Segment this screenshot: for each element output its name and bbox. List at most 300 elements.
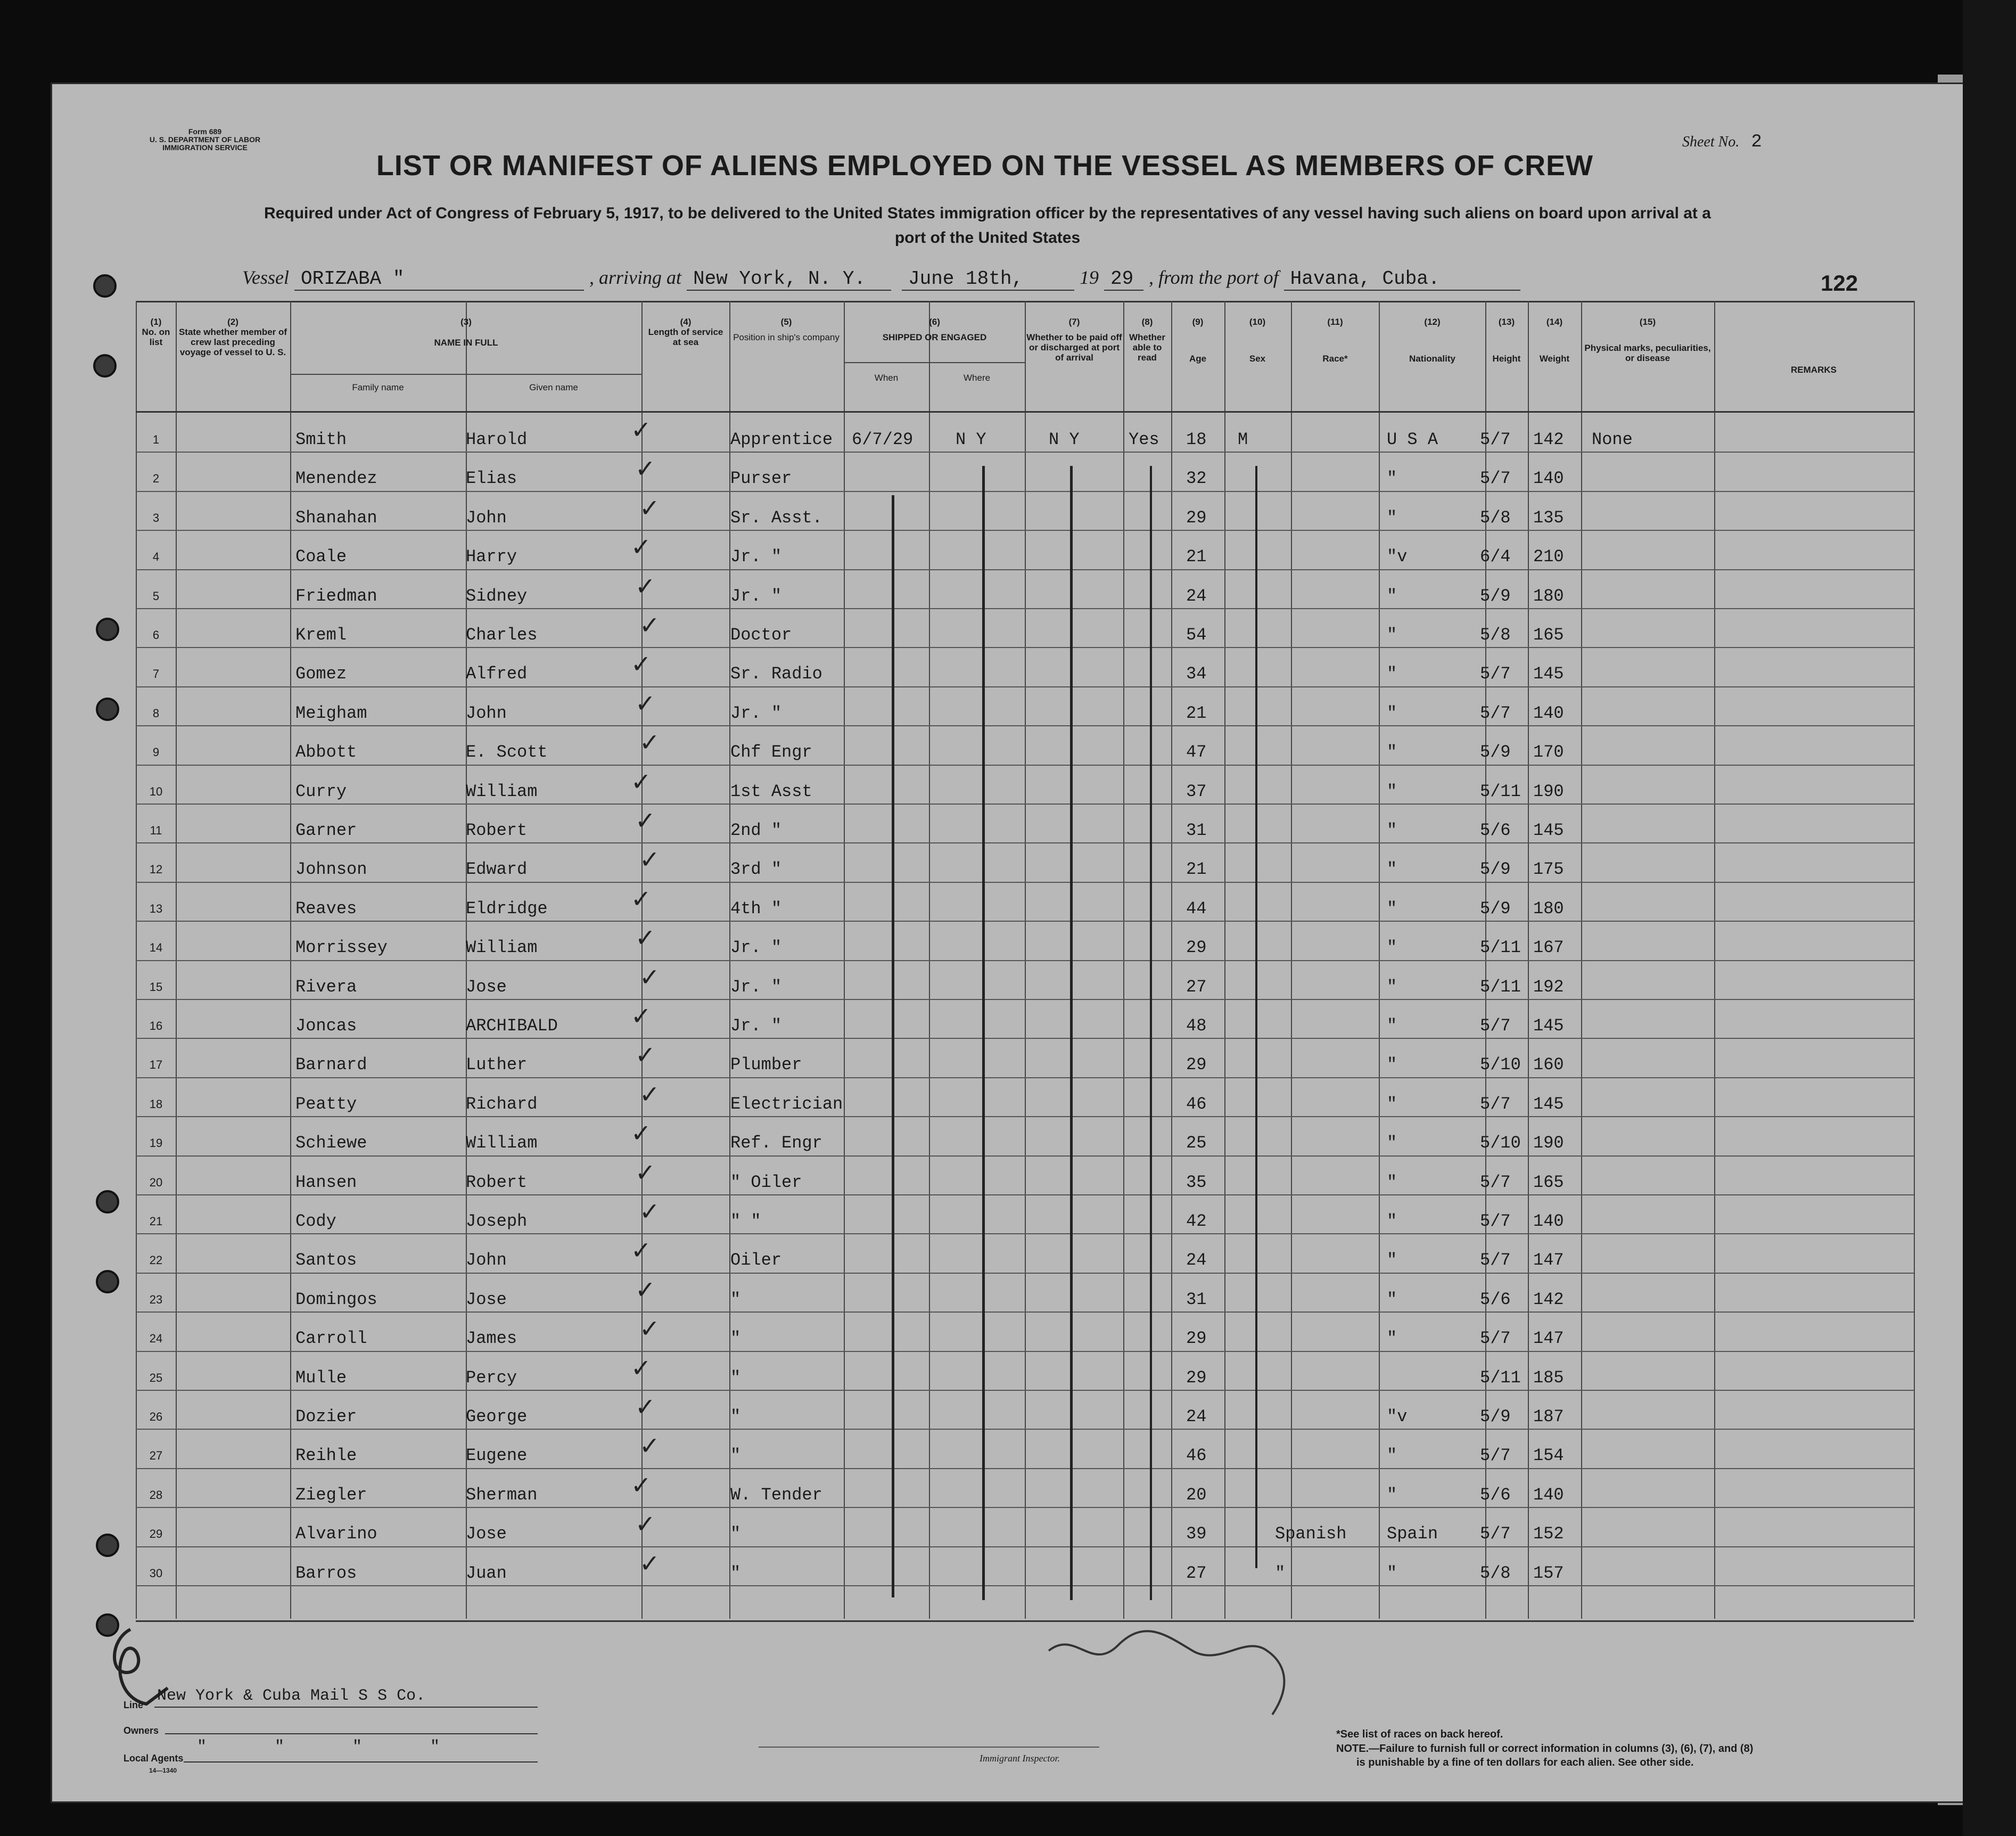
service-check-mark: ✓ bbox=[635, 454, 656, 483]
given-name: Jose bbox=[466, 1524, 507, 1544]
nationality: " bbox=[1387, 1563, 1397, 1583]
height: 5/9 bbox=[1480, 899, 1511, 919]
given-name: Elias bbox=[466, 469, 517, 488]
ditto-stroke-where bbox=[982, 466, 985, 1600]
given-name: William bbox=[466, 1133, 538, 1153]
service-check-mark: ✓ bbox=[639, 1197, 660, 1226]
row-number: 22 bbox=[149, 1253, 163, 1267]
row-number: 11 bbox=[150, 824, 162, 837]
given-name: Eugene bbox=[466, 1446, 528, 1465]
row-number: 28 bbox=[149, 1488, 163, 1502]
family-name: Barnard bbox=[295, 1055, 367, 1075]
weight: 135 bbox=[1533, 508, 1564, 528]
service-check-mark: ✓ bbox=[631, 650, 652, 678]
service-check-mark: ✓ bbox=[631, 767, 652, 796]
nationality: " bbox=[1387, 1016, 1397, 1036]
weight: 140 bbox=[1533, 1485, 1564, 1505]
page-title: LIST OR MANIFEST OF ALIENS EMPLOYED ON THE VESSEL AS MEMBERS OF CREW bbox=[376, 150, 1594, 182]
col-12-header: (12) Nationality bbox=[1409, 317, 1455, 364]
family-name-header: Family name bbox=[352, 382, 404, 392]
position: 2nd " bbox=[730, 821, 782, 840]
family-name: Barros bbox=[295, 1563, 357, 1583]
position: Doctor bbox=[730, 625, 792, 645]
row-number: 18 bbox=[149, 1097, 163, 1111]
subtitle-line-2: port of the United States bbox=[894, 229, 1081, 247]
height: 5/7 bbox=[1480, 1094, 1511, 1114]
nationality: " bbox=[1387, 1211, 1397, 1231]
row-number: 1 bbox=[152, 433, 160, 446]
height: 5/9 bbox=[1480, 586, 1511, 606]
row-rule bbox=[136, 999, 1914, 1000]
row-number: 24 bbox=[149, 1332, 163, 1345]
height: 5/7 bbox=[1480, 1446, 1511, 1465]
page-number: 122 bbox=[1821, 271, 1858, 296]
age: 31 bbox=[1186, 821, 1207, 840]
age: 46 bbox=[1186, 1446, 1207, 1465]
row-rule bbox=[136, 1546, 1914, 1547]
page-subtitle bbox=[122, 201, 1853, 250]
row-rule bbox=[136, 1038, 1914, 1039]
age: 29 bbox=[1186, 1329, 1207, 1348]
given-name: Luther bbox=[466, 1055, 528, 1075]
age: 20 bbox=[1186, 1485, 1207, 1505]
service-check-mark: ✓ bbox=[635, 1040, 656, 1069]
given-name: Eldridge bbox=[466, 899, 548, 919]
given-name: Edward bbox=[466, 859, 528, 879]
row-rule bbox=[136, 1155, 1914, 1157]
position: W. Tender bbox=[730, 1485, 822, 1505]
penalty-note-1: NOTE.—Failure to furnish full or correct information in columns (3), (6), (7), and (8) bbox=[1336, 1743, 1754, 1755]
row-number: 19 bbox=[149, 1136, 163, 1150]
height: 5/11 bbox=[1480, 1368, 1521, 1388]
race: Spanish bbox=[1275, 1524, 1347, 1544]
departure-port: Havana, Cuba. bbox=[1284, 268, 1520, 291]
row-rule bbox=[136, 1273, 1914, 1274]
given-name: Juan bbox=[466, 1563, 507, 1583]
family-name: Shanahan bbox=[295, 508, 377, 528]
weight: 165 bbox=[1533, 625, 1564, 645]
line-underline bbox=[154, 1707, 538, 1708]
nationality: " bbox=[1387, 1055, 1397, 1075]
age: 25 bbox=[1186, 1133, 1207, 1153]
weight: 175 bbox=[1533, 859, 1564, 879]
weight: 145 bbox=[1533, 1094, 1564, 1114]
given-name: Jose bbox=[466, 977, 507, 997]
form-code: 14—1340 bbox=[149, 1767, 177, 1774]
position: Jr. " bbox=[730, 977, 782, 997]
weight: 145 bbox=[1533, 821, 1564, 840]
given-name: Percy bbox=[466, 1368, 517, 1388]
age: 21 bbox=[1186, 703, 1207, 723]
family-name: Menendez bbox=[295, 469, 377, 488]
family-name: Dozier bbox=[295, 1407, 357, 1427]
service-check-mark: ✓ bbox=[631, 1471, 652, 1499]
family-name: Carroll bbox=[295, 1329, 367, 1348]
position: Apprentice bbox=[730, 430, 833, 449]
age: 35 bbox=[1186, 1173, 1207, 1192]
arrival-date: June 18th, bbox=[902, 268, 1074, 291]
from-label: , from the port of bbox=[1149, 267, 1279, 288]
row-number: 17 bbox=[149, 1058, 163, 1071]
age: 24 bbox=[1186, 1250, 1207, 1270]
able-to-read: Yes bbox=[1129, 430, 1159, 449]
service-check-mark: ✓ bbox=[635, 572, 656, 601]
age: 54 bbox=[1186, 625, 1207, 645]
height: 5/9 bbox=[1480, 859, 1511, 879]
given-name: John bbox=[466, 703, 507, 723]
age: 21 bbox=[1186, 547, 1207, 567]
family-name: Hansen bbox=[295, 1173, 357, 1192]
service-check-mark: ✓ bbox=[631, 532, 652, 561]
service-check-mark: ✓ bbox=[639, 1431, 660, 1460]
row-rule bbox=[136, 804, 1914, 805]
position: " " bbox=[730, 1211, 761, 1231]
sheet-label: Sheet No. bbox=[1682, 134, 1740, 150]
age: 29 bbox=[1186, 1368, 1207, 1388]
where-header: Where bbox=[963, 373, 991, 383]
agents-label: Local Agents bbox=[124, 1753, 184, 1764]
shipped-when: 6/7/29 bbox=[852, 430, 914, 449]
weight: 167 bbox=[1533, 938, 1564, 957]
scan-edge bbox=[1963, 0, 2016, 1836]
nationality: " bbox=[1387, 1250, 1397, 1270]
height: 5/7 bbox=[1480, 430, 1511, 449]
row-number: 5 bbox=[152, 589, 160, 603]
height: 5/8 bbox=[1480, 625, 1511, 645]
service-check-mark: ✓ bbox=[635, 689, 656, 718]
owners-underline bbox=[165, 1733, 538, 1734]
service-check-mark: ✓ bbox=[639, 1549, 660, 1578]
position: 3rd " bbox=[730, 859, 782, 879]
given-name: Robert bbox=[466, 821, 528, 840]
height: 5/10 bbox=[1480, 1055, 1521, 1075]
col-5-header: (5) Position in ship's company bbox=[733, 317, 840, 342]
weight: 152 bbox=[1533, 1524, 1564, 1544]
family-name: Santos bbox=[295, 1250, 357, 1270]
age: 37 bbox=[1186, 782, 1207, 801]
given-name: Robert bbox=[466, 1173, 528, 1192]
nationality: " bbox=[1387, 586, 1397, 606]
row-rule bbox=[136, 608, 1914, 609]
height: 5/6 bbox=[1480, 1485, 1511, 1505]
service-check-mark: ✓ bbox=[631, 884, 652, 913]
agents-underline bbox=[184, 1761, 538, 1763]
family-name: Reaves bbox=[295, 899, 357, 919]
row-number: 3 bbox=[152, 511, 160, 524]
row-number: 4 bbox=[152, 550, 160, 563]
row-number: 12 bbox=[149, 863, 163, 876]
nationality: "v bbox=[1387, 547, 1408, 567]
position: " bbox=[730, 1368, 741, 1388]
position: Sr. Radio bbox=[730, 664, 822, 684]
row-rule bbox=[136, 569, 1914, 570]
weight: 140 bbox=[1533, 469, 1564, 488]
row-number: 27 bbox=[149, 1449, 163, 1462]
weight: 142 bbox=[1533, 1290, 1564, 1309]
col-14-header: (14) Weight bbox=[1539, 317, 1570, 364]
family-name: Alvarino bbox=[295, 1524, 377, 1544]
family-name: Kreml bbox=[295, 625, 347, 645]
nationality: " bbox=[1387, 821, 1397, 840]
nationality: " bbox=[1387, 742, 1397, 762]
position: " bbox=[730, 1524, 741, 1544]
service-check-mark: ✓ bbox=[631, 1002, 652, 1030]
family-name: Garner bbox=[295, 821, 357, 840]
col-11-header: (11) Race* bbox=[1322, 317, 1348, 364]
row-number: 29 bbox=[149, 1527, 163, 1540]
row-rule bbox=[136, 452, 1914, 453]
voyage-line bbox=[242, 266, 1526, 291]
given-name: Sherman bbox=[466, 1485, 538, 1505]
age: 29 bbox=[1186, 938, 1207, 957]
row-rule bbox=[136, 686, 1914, 687]
row-rule bbox=[136, 491, 1914, 492]
position: Purser bbox=[730, 469, 792, 488]
position: " bbox=[730, 1446, 741, 1465]
family-name: Ziegler bbox=[295, 1485, 367, 1505]
service-check-mark: ✓ bbox=[631, 1236, 652, 1265]
age: 31 bbox=[1186, 1290, 1207, 1309]
nationality: " bbox=[1387, 859, 1397, 879]
position: Jr. " bbox=[730, 1016, 782, 1036]
header-rule bbox=[136, 411, 1914, 413]
row-number: 13 bbox=[149, 902, 163, 915]
year-prefix: 19 bbox=[1080, 267, 1099, 288]
position: Chf Engr bbox=[730, 742, 812, 762]
age: 27 bbox=[1186, 977, 1207, 997]
family-name: Smith bbox=[295, 430, 347, 449]
service-check-mark: ✓ bbox=[635, 1392, 656, 1421]
position: 4th " bbox=[730, 899, 782, 919]
position: Jr. " bbox=[730, 703, 782, 723]
position: Jr. " bbox=[730, 586, 782, 606]
height: 5/6 bbox=[1480, 1290, 1511, 1309]
height: 5/11 bbox=[1480, 977, 1521, 997]
form-heading bbox=[117, 128, 293, 152]
row-number: 7 bbox=[152, 667, 160, 681]
col-7-header: (7) Whether to be paid off or discharged at port of arrival bbox=[1026, 317, 1122, 363]
height: 5/9 bbox=[1480, 1407, 1511, 1427]
agents-value: " " " " bbox=[197, 1738, 440, 1756]
service-check-mark: ✓ bbox=[631, 1354, 652, 1382]
service: IMMIGRATION SERVICE bbox=[162, 143, 248, 152]
punch-hole bbox=[96, 1534, 119, 1557]
ditto-stroke-when bbox=[892, 495, 894, 1597]
age: 46 bbox=[1186, 1094, 1207, 1114]
col-13-header: (13) Height bbox=[1492, 317, 1521, 364]
row-number: 14 bbox=[149, 941, 163, 954]
given-name: E. Scott bbox=[466, 742, 548, 762]
row-rule bbox=[136, 1351, 1914, 1352]
weight: 147 bbox=[1533, 1329, 1564, 1348]
weight: 192 bbox=[1533, 977, 1564, 997]
weight: 187 bbox=[1533, 1407, 1564, 1427]
ditto-stroke-paid bbox=[1070, 466, 1073, 1600]
nationality: " bbox=[1387, 1329, 1397, 1348]
service-check-mark: ✓ bbox=[639, 1314, 660, 1343]
service-check-mark: ✓ bbox=[631, 1119, 652, 1148]
height: 5/7 bbox=[1480, 1250, 1511, 1270]
row-number: 16 bbox=[149, 1019, 163, 1032]
position: " Oiler bbox=[730, 1173, 802, 1192]
nationality: U S A bbox=[1387, 430, 1438, 449]
ditto-stroke-sex bbox=[1255, 466, 1257, 1568]
row-number: 21 bbox=[149, 1215, 163, 1228]
nationality: Spain bbox=[1387, 1524, 1438, 1544]
age: 47 bbox=[1186, 742, 1207, 762]
row-number: 6 bbox=[152, 628, 160, 642]
row-rule bbox=[136, 1507, 1914, 1508]
col-3-header: (3) NAME IN FULL bbox=[434, 317, 498, 348]
family-name: Schiewe bbox=[295, 1133, 367, 1153]
family-name: Domingos bbox=[295, 1290, 377, 1309]
col-9-header: (9) Age bbox=[1189, 317, 1207, 364]
nationality: " bbox=[1387, 703, 1397, 723]
age: 29 bbox=[1186, 1055, 1207, 1075]
punch-hole bbox=[96, 1190, 119, 1214]
service-check-mark: ✓ bbox=[635, 1158, 656, 1187]
penalty-note-2: is punishable by a fine of ten dollars for each alien. See other side. bbox=[1356, 1757, 1694, 1768]
given-name: Harry bbox=[466, 547, 517, 567]
height: 5/10 bbox=[1480, 1133, 1521, 1153]
height: 5/7 bbox=[1480, 1173, 1511, 1192]
height: 5/7 bbox=[1480, 1524, 1511, 1544]
row-number: 2 bbox=[152, 472, 160, 485]
nationality: " bbox=[1387, 938, 1397, 957]
owners-label: Owners bbox=[124, 1725, 159, 1736]
inspector-signature bbox=[1043, 1613, 1320, 1720]
height: 5/7 bbox=[1480, 664, 1511, 684]
weight: 140 bbox=[1533, 703, 1564, 723]
given-name: Richard bbox=[466, 1094, 538, 1114]
row-number: 20 bbox=[149, 1176, 163, 1189]
physical-marks: None bbox=[1592, 430, 1633, 449]
family-name: Friedman bbox=[295, 586, 377, 606]
punch-hole bbox=[93, 274, 117, 298]
given-name: Sidney bbox=[466, 586, 528, 606]
line-label: Line bbox=[124, 1700, 144, 1710]
shipped-where: N Y bbox=[956, 430, 986, 449]
age: 34 bbox=[1186, 664, 1207, 684]
row-rule bbox=[136, 1429, 1914, 1430]
position: Ref. Engr bbox=[730, 1133, 822, 1153]
height: 5/7 bbox=[1480, 469, 1511, 488]
weight: 170 bbox=[1533, 742, 1564, 762]
race: " bbox=[1275, 1563, 1286, 1583]
service-check-mark: ✓ bbox=[639, 963, 660, 991]
nationality: " bbox=[1387, 1485, 1397, 1505]
nationality: " bbox=[1387, 977, 1397, 997]
row-rule bbox=[136, 725, 1914, 726]
arriving-label: , arriving at bbox=[589, 267, 681, 288]
service-check-mark: ✓ bbox=[639, 611, 660, 640]
age: 24 bbox=[1186, 586, 1207, 606]
given-name: James bbox=[466, 1329, 517, 1348]
service-check-mark: ✓ bbox=[639, 494, 660, 522]
weight: 145 bbox=[1533, 1016, 1564, 1036]
age: 32 bbox=[1186, 469, 1207, 488]
given-name: Jose bbox=[466, 1290, 507, 1309]
remarks-header: REMARKS bbox=[1791, 365, 1837, 375]
age: 48 bbox=[1186, 1016, 1207, 1036]
row-rule bbox=[136, 1390, 1914, 1391]
position: Oiler bbox=[730, 1250, 782, 1270]
given-name: ARCHIBALD bbox=[466, 1016, 558, 1036]
given-name-header: Given name bbox=[529, 382, 578, 392]
row-rule bbox=[136, 921, 1914, 922]
height: 5/11 bbox=[1480, 782, 1521, 801]
nationality: " bbox=[1387, 1446, 1397, 1465]
line-value: New York & Cuba Mail S S Co. bbox=[157, 1687, 426, 1705]
age: 27 bbox=[1186, 1563, 1207, 1583]
inspector-label: Immigrant Inspector. bbox=[980, 1753, 1060, 1764]
service-check-mark: ✓ bbox=[635, 806, 656, 835]
height: 5/7 bbox=[1480, 1329, 1511, 1348]
family-name: Peatty bbox=[295, 1094, 357, 1114]
row-rule bbox=[136, 765, 1914, 766]
service-check-mark: ✓ bbox=[635, 1510, 656, 1538]
family-name: Joncas bbox=[295, 1016, 357, 1036]
weight: 190 bbox=[1533, 782, 1564, 801]
family-name: Johnson bbox=[295, 859, 367, 879]
sex: M bbox=[1238, 430, 1248, 449]
weight: 180 bbox=[1533, 586, 1564, 606]
position: Jr. " bbox=[730, 547, 782, 567]
service-check-mark: ✓ bbox=[639, 1080, 660, 1109]
col-15-header: (15) Physical marks, peculiarities, or disease bbox=[1584, 317, 1711, 363]
position: " bbox=[730, 1329, 741, 1348]
family-name: Morrissey bbox=[295, 938, 388, 957]
family-name: Abbott bbox=[295, 742, 357, 762]
shipped-sub-divider bbox=[929, 362, 930, 411]
height: 5/7 bbox=[1480, 1016, 1511, 1036]
row-number: 9 bbox=[152, 745, 160, 759]
given-name: George bbox=[466, 1407, 528, 1427]
form-number: Form 689 bbox=[188, 127, 222, 136]
ditto-stroke-read bbox=[1150, 466, 1152, 1600]
department: U. S. DEPARTMENT OF LABOR bbox=[149, 135, 261, 144]
nationality: "v bbox=[1387, 1407, 1408, 1427]
nationality: " bbox=[1387, 1094, 1397, 1114]
row-rule bbox=[136, 842, 1914, 843]
row-rule bbox=[136, 960, 1914, 961]
nationality: " bbox=[1387, 625, 1397, 645]
column-divider bbox=[1914, 301, 1915, 1619]
age: 21 bbox=[1186, 859, 1207, 879]
family-name: Mulle bbox=[295, 1368, 347, 1388]
given-name: William bbox=[466, 938, 538, 957]
service-check-mark: ✓ bbox=[639, 845, 660, 874]
service-check-mark: ✓ bbox=[635, 923, 656, 952]
paid-off: N Y bbox=[1049, 430, 1080, 449]
weight: 145 bbox=[1533, 664, 1564, 684]
given-name: Harold bbox=[466, 430, 528, 449]
punch-hole bbox=[96, 618, 119, 641]
given-name: John bbox=[466, 1250, 507, 1270]
age: 39 bbox=[1186, 1524, 1207, 1544]
height: 5/8 bbox=[1480, 1563, 1511, 1583]
given-name: Alfred bbox=[466, 664, 528, 684]
service-check-mark: ✓ bbox=[631, 415, 652, 444]
nationality: " bbox=[1387, 469, 1397, 488]
height: 5/8 bbox=[1480, 508, 1511, 528]
row-rule bbox=[136, 882, 1914, 883]
weight: 142 bbox=[1533, 430, 1564, 449]
sheet-value: 2 bbox=[1751, 132, 1762, 152]
weight: 147 bbox=[1533, 1250, 1564, 1270]
col-4-header: (4) Length of service at sea bbox=[648, 317, 723, 347]
row-number: 26 bbox=[149, 1410, 163, 1423]
